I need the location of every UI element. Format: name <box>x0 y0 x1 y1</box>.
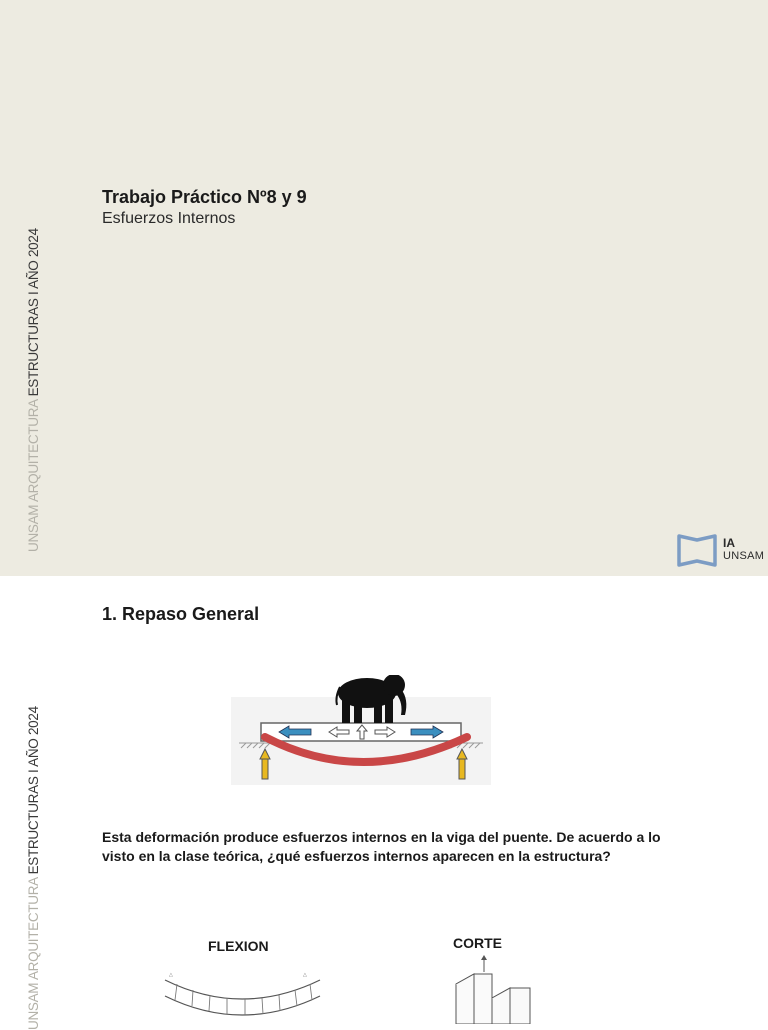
bridge-deformation-diagram <box>231 675 491 787</box>
side-label-page2: UNSAM ARQUITECTURA ESTRUCTURAS I AÑO 2024 <box>26 706 41 1030</box>
svg-text:△: △ <box>303 972 307 978</box>
corte-diagram <box>446 954 536 1024</box>
flexion-diagram <box>155 968 330 1024</box>
question-text: Esta deformación produce esfuerzos internos en la viga del puente. De acuerdo a lo visto en la clase teórica, ¿qué esfuerzos internos aparecen en la estructura? <box>102 829 661 864</box>
page-subtitle: Esfuerzos Internos <box>102 210 236 227</box>
label-corte: CORTE <box>453 935 502 951</box>
section-title: 1. Repaso General <box>102 604 260 624</box>
logo-text-ia: IA <box>723 536 735 550</box>
side-label: UNSAM ARQUITECTURA ESTRUCTURAS I AÑO 2024 <box>26 228 41 552</box>
open-book-icon <box>676 531 718 569</box>
logo-text-unsam: UNSAM <box>723 550 765 562</box>
page-title: Trabajo Práctico Nº8 y 9 <box>102 187 307 207</box>
svg-text:△: △ <box>169 972 173 978</box>
label-flexion: FLEXION <box>208 938 269 954</box>
